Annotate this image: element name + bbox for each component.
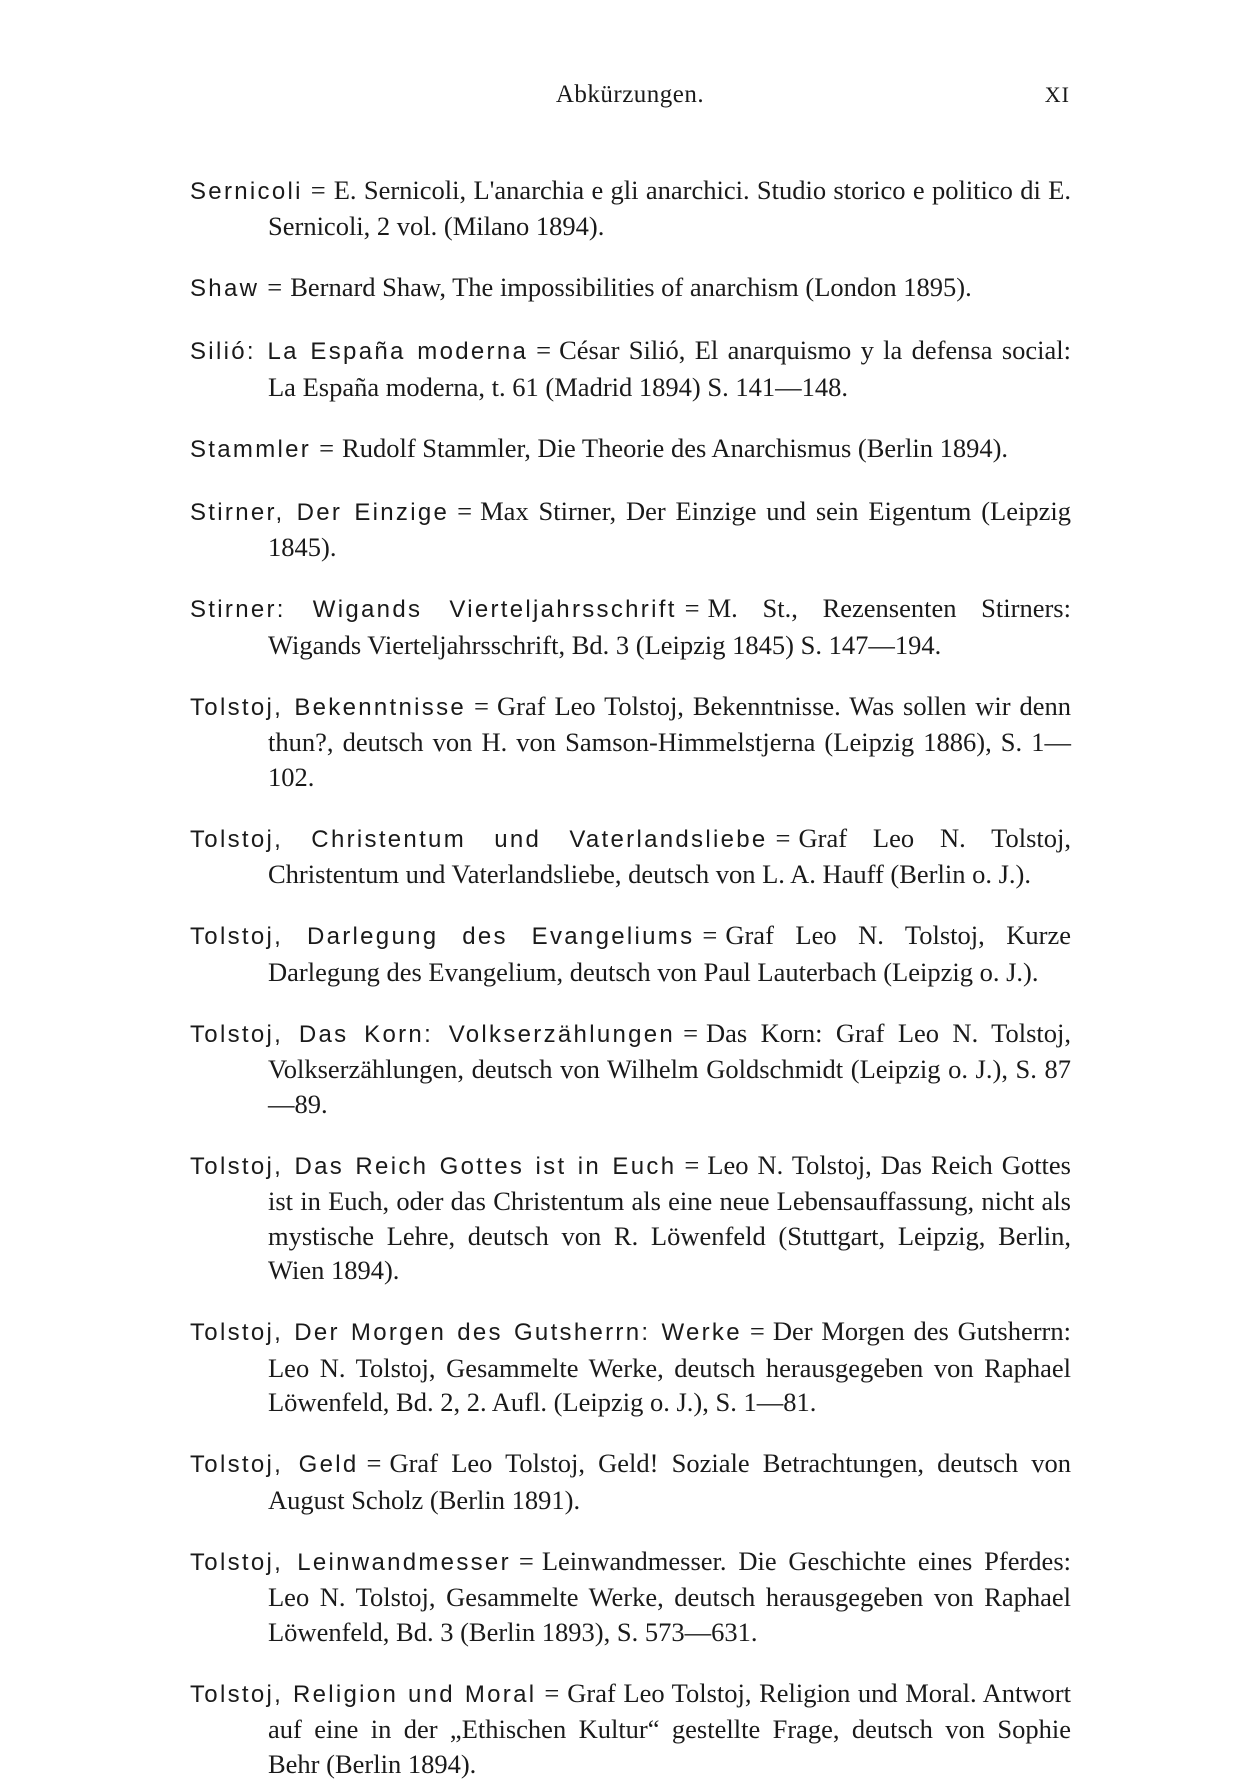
equals-sign: = bbox=[457, 495, 473, 526]
abbreviation-key: Tolstoj, Das Reich Gottes ist in Euch bbox=[190, 1152, 677, 1180]
abbreviation-entry bbox=[190, 689, 1071, 795]
equals-sign: = bbox=[267, 272, 283, 302]
abbreviation-entry bbox=[190, 333, 1071, 404]
abbreviation-key: Tolstoj, Leinwandmesser bbox=[190, 1548, 511, 1576]
abbreviation-entry bbox=[190, 1148, 1071, 1288]
equals-sign: = bbox=[683, 1017, 699, 1048]
running-title: Abkürzungen. bbox=[555, 81, 705, 108]
equals-sign: = bbox=[702, 920, 718, 950]
abbreviation-key: Tolstoj, Religion und Moral bbox=[190, 1680, 537, 1708]
equals-sign: = bbox=[684, 593, 700, 623]
abbreviation-citation: Leo N. Tolstoj, Das Reich Gottes ist in Euch, oder das Christentum als eine neue Lebensauffassung, nicht als mystische Lehre, deutsch von R. Löwenfeld (Stuttgart, Leipzig, Berlin, Wien 1894). bbox=[268, 1149, 1071, 1285]
abbreviation-citation: E. Sernicoli, L'anarchia e gli anarchici. Studio storico e politico di E. Sernicoli, 2 vol. (Milano 1894). bbox=[268, 174, 1071, 241]
abbreviation-key: Tolstoj, Bekenntnisse bbox=[190, 693, 467, 721]
equals-sign: = bbox=[366, 1448, 382, 1478]
equals-sign: = bbox=[319, 432, 335, 463]
abbreviation-citation: M. St., Rezensenten Stirners: Wigands Vierteljahrsschrift, Bd. 3 (Leipzig 1845) S. 147—194. bbox=[268, 593, 1071, 660]
abbreviation-citation: Max Stirner, Der Einzige und sein Eigentum (Leipzig 1845). bbox=[268, 495, 1071, 562]
abbreviation-key: Tolstoj, Das Korn: Volkserzählungen bbox=[190, 1020, 676, 1048]
abbreviation-key: Stirner, Der Einzige bbox=[190, 498, 450, 526]
abbreviation-citation: Rudolf Stammler, Die Theorie des Anarchismus (Berlin 1894). bbox=[342, 432, 1009, 463]
abbreviation-entry bbox=[190, 918, 1071, 989]
page-number: XI bbox=[1044, 82, 1070, 107]
equals-sign: = bbox=[536, 335, 552, 365]
abbreviation-entry bbox=[190, 173, 1071, 244]
abbreviation-key: Shaw bbox=[190, 275, 260, 302]
abbreviation-citation: Graf Leo Tolstoj, Geld! Soziale Betrachtungen, deutsch von August Scholz (Berlin 1891). bbox=[268, 1448, 1071, 1515]
abbreviation-key: Sernicoli bbox=[190, 177, 303, 205]
abbreviation-citation: Bernard Shaw, The impossibilities of anarchism (London 1895). bbox=[290, 272, 972, 302]
abbreviation-key: Tolstoj, Geld bbox=[190, 1451, 359, 1478]
abbreviation-entry bbox=[190, 1544, 1071, 1650]
abbreviation-key: Silió: La España moderna bbox=[190, 338, 529, 365]
equals-sign: = bbox=[749, 1316, 765, 1346]
equals-sign: = bbox=[474, 690, 489, 721]
abbreviation-citation: Graf Leo N. Tolstoj, Kurze Darlegung des Evangelium, deutsch von Paul Lauterbach (Leipzig o. J.). bbox=[268, 920, 1071, 987]
equals-sign: = bbox=[518, 1545, 534, 1576]
running-head bbox=[190, 78, 1070, 112]
abbreviation-entry bbox=[190, 270, 1071, 307]
abbreviation-entry bbox=[190, 821, 1071, 892]
abbreviation-key: Tolstoj, Der Morgen des Gutsherrn: Werke bbox=[190, 1319, 742, 1346]
abbreviation-entry bbox=[190, 1016, 1071, 1122]
abbreviation-citation: César Silió, El anarquismo y la defensa social: La España moderna, t. 61 (Madrid 1894) S. 141—148. bbox=[268, 335, 1071, 402]
abbreviation-key: Tolstoj, Darlegung des Evangeliums bbox=[190, 923, 695, 950]
abbreviation-entry bbox=[190, 494, 1071, 565]
abbreviation-citation: Graf Leo Tolstoj, Bekenntnisse. Was sollen wir denn thun?, deutsch von H. von Samson-Himmelstjerna (Leipzig 1886), S. 1—102. bbox=[268, 690, 1071, 792]
abbreviation-entry bbox=[190, 431, 1071, 468]
abbreviation-citation: Leinwandmesser. Die Geschichte eines Pferdes: Leo N. Tolstoj, Gesammelte Werke, deutsch herausgegeben von Raphael Löwenfeld, Bd. 3 (Berlin 1893), S. 573—631. bbox=[268, 1545, 1071, 1647]
abbreviation-list bbox=[190, 146, 1071, 1785]
abbreviation-citation: Das Korn: Graf Leo N. Tolstoj, Volkserzählungen, deutsch von Wilhelm Goldschmidt (Leipzig o. J.), S. 87—89. bbox=[268, 1017, 1071, 1119]
equals-sign: = bbox=[775, 822, 791, 853]
abbreviation-key: Stirner: Wigands Vierteljahrsschrift bbox=[190, 596, 677, 623]
abbreviation-key: Stammler bbox=[190, 435, 312, 463]
abbreviation-entry bbox=[190, 1446, 1071, 1517]
abbreviation-citation: Graf Leo N. Tolstoj, Christentum und Vaterlandsliebe, deutsch von L. A. Hauff (Berlin o. J.). bbox=[268, 822, 1071, 889]
equals-sign: = bbox=[310, 174, 326, 205]
abbreviation-entry bbox=[190, 591, 1071, 662]
equals-sign: = bbox=[684, 1149, 700, 1180]
abbreviation-citation: Der Morgen des Gutsherrn: Leo N. Tolstoj, Gesammelte Werke, deutsch herausgegeben von Raphael Löwenfeld, Bd. 2, 2. Aufl. (Leipzig o. J.), S. 1—81. bbox=[268, 1316, 1071, 1417]
abbreviation-key: Tolstoj, Christentum und Vaterlandsliebe bbox=[190, 825, 768, 853]
equals-sign: = bbox=[544, 1677, 560, 1708]
abbreviation-entry bbox=[190, 1314, 1071, 1420]
abbreviation-entry bbox=[190, 1676, 1071, 1782]
abbreviation-citation: Graf Leo Tolstoj, Religion und Moral. Antwort auf eine in der „Ethischen Kultur“ gestellte Frage, deutsch von Sophie Behr (Berlin 1894). bbox=[268, 1677, 1071, 1779]
